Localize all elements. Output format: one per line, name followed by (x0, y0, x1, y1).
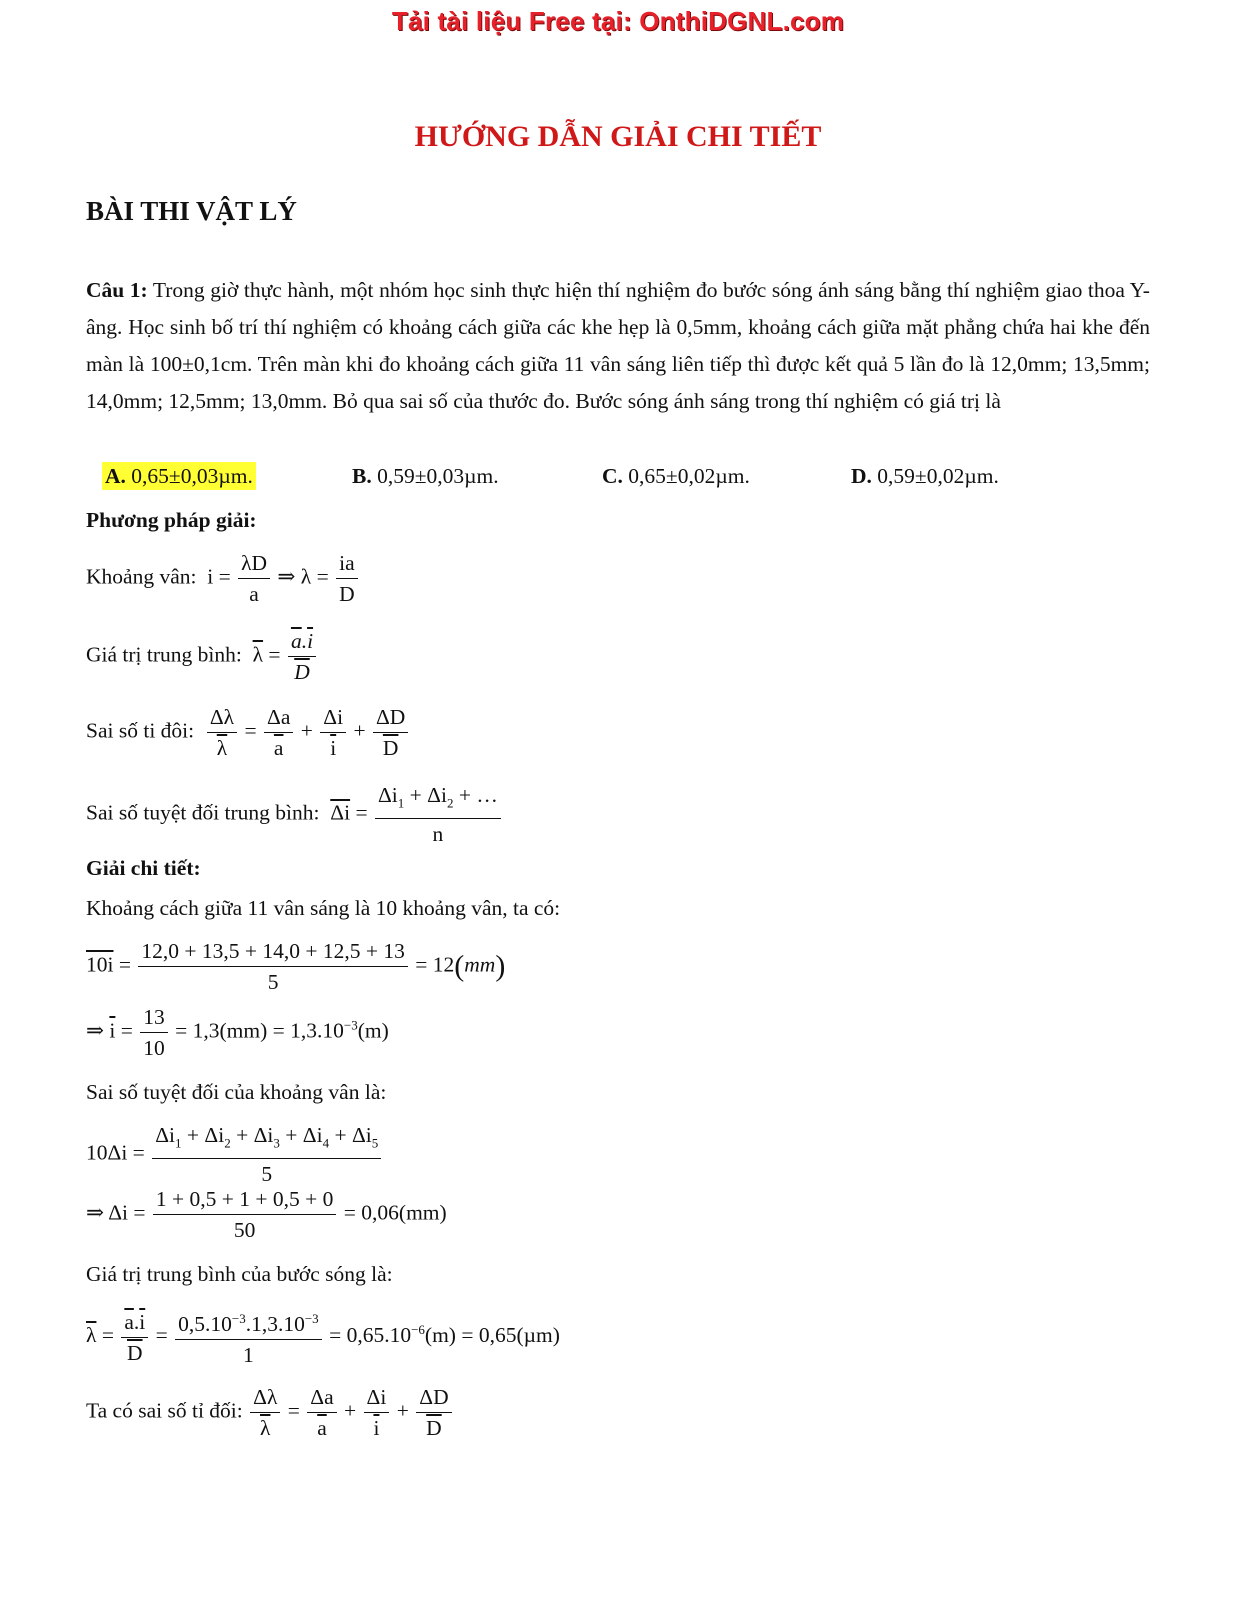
method-heading: Phương pháp giải: (86, 508, 257, 532)
math-fraction: $\frac{\overline{a}.\overline{i}}{D}$ (288, 626, 316, 687)
option-d-value: 0,59±0,02µm. (877, 464, 999, 488)
solution-line-4: Ta có sai số tỉ đối: $\frac{\Delta\lambda}{\lambda}$ = $\frac{\Delta a}{a}$ + $\frac{\Delta i}{i}$ + $\frac{\Delta D}{D}$ (86, 1382, 454, 1443)
question-label: Câu 1: (86, 278, 148, 302)
option-d-key: D. (851, 464, 872, 488)
page-title: HƯỚNG DẪN GIẢI CHI TIẾT (414, 120, 822, 153)
math-fraction: $\frac{\Delta\lambda}{\lambda}$ (207, 702, 237, 763)
math-fraction: $\frac{\Delta D}{D}$ (373, 702, 408, 763)
option-a-highlight (102, 462, 256, 490)
option-b (352, 464, 499, 489)
subject-heading: BÀI THI VẬT LÝ (86, 196, 297, 226)
option-c-key: C. (602, 464, 623, 488)
question-text: Trong giờ thực hành, một nhóm học sinh thực hiện thí nghiệm đo bước sóng ánh sáng bằng thí nghiệm giao thoa Y-âng. Học sinh bố trí thí nghiệm có khoảng cách giữa các khe hẹp là 0,5mm, khoảng cách giữa mặt phẳng chứa hai khe đến màn là 100±0,1cm. Trên màn khi đo khoảng cách giữa 11 vân sáng liên tiếp thì được kết quả 5 lần đo là 12,0mm; 13,5mm; 14,0mm; 12,5mm; 13,0mm. Bỏ qua sai số của thước đo. Bước sóng ánh sáng trong thí nghiệm có giá trị là (86, 278, 1150, 413)
math-fraction: $\frac{\lambda D}{a}$ (238, 548, 270, 609)
math-fraction: $\frac{\Delta i}{i}$ (320, 702, 346, 763)
formula-i-mean: ⇒ $\overline{i}$ = $\frac{13}{10}$ = $1,3(mm) = 1,3.10^{-3}(m)$ (86, 1002, 389, 1063)
option-a-value: 0,65±0,03µm. (131, 464, 253, 488)
formula-mean-absolute-error: Sai số tuyệt đối trung bình: $\overline{\Delta i}$ = $\frac{\Delta i_1 + \Delta i_2 + \dots}{n}$ (86, 780, 503, 849)
formula-10i: 10i = $\frac{12,0 + 13,5 + 14,0 + 12,5 + 13}{5}$ = 12(mm) (86, 936, 505, 997)
option-b-key: B. (352, 464, 372, 488)
math-fraction: $\frac{\Delta i_1 + \Delta i_2 + \Delta i_3 + \Delta i_4 + \Delta i_5}{5}$ (152, 1120, 381, 1189)
option-c (602, 464, 750, 489)
solution-heading: Giải chi tiết: (86, 856, 201, 880)
option-d (851, 464, 999, 489)
option-a-key: A. (105, 464, 126, 488)
math-fraction: $\frac{\Delta D}{D}$ (416, 1382, 451, 1443)
source-banner[interactable]: Tải tài liệu Free tại: OnthiDGNL.com (391, 6, 845, 36)
option-c-value: 0,65±0,02µm. (628, 464, 750, 488)
math-fraction: $\frac{12,0 + 13,5 + 14,0 + 12,5 + 13}{5}$ (138, 936, 408, 997)
option-a (102, 464, 256, 489)
math-fraction: $\frac{\overline{a}.\overline{i}}{D}$ (121, 1307, 148, 1368)
formula-lambda-mean: $\overline{\lambda}$ = $\frac{\overline{a}.\overline{i}}{D}$ = $\frac{0,5.10^{-3}.1,3.10^{-3}}{1}$ = $0,65.10^{-6}(m) = 0,65(\mu m)$ (86, 1304, 560, 1370)
math-fraction: $\frac{1 + 0,5 + 1 + 0,5 + 0}{50}$ (153, 1184, 337, 1245)
solution-line-1: Khoảng cách giữa 11 vân sáng là 10 khoảng vân, ta có: (86, 896, 561, 920)
method-line-2-label: Giá trị trung bình: (86, 642, 242, 667)
formula-fringe-spacing: Khoảng vân: i = $\frac{\lambda D}{a}$ ⇒ λ = $\frac{ia}{D}$ (86, 548, 360, 609)
math-fraction: $\frac{\Delta a}{a}$ (307, 1382, 336, 1443)
formula-delta-i: ⇒ Δi = $\frac{1 + 0,5 + 1 + 0,5 + 0}{50}$ = 0,06(mm) (86, 1184, 447, 1245)
option-b-value: 0,59±0,03µm. (377, 464, 499, 488)
math-fraction: $\frac{\Delta i_1 + \Delta i_2 + \dots}{n}$ (375, 780, 501, 849)
method-line-1-label: Khoảng vân: (86, 564, 197, 589)
math-fraction: $\frac{\Delta a}{a}$ (264, 702, 293, 763)
formula-relative-error: Sai số ti đôi: $\frac{\Delta\lambda}{\lambda}$ = $\frac{\Delta a}{a}$ + $\frac{\Delta i}{i}$ + $\frac{\Delta D}{D}$ (86, 702, 410, 763)
question-1 (86, 272, 1150, 420)
math-fraction: $\frac{ia}{D}$ (336, 548, 358, 609)
math-fraction: $\frac{0,5.10^{-3}.1,3.10^{-3}}{1}$ (175, 1304, 322, 1370)
solution-line-2: Sai số tuyệt đối của khoảng vân là: (86, 1080, 387, 1104)
solution-line-3: Giá trị trung bình của bước sóng là: (86, 1262, 393, 1286)
math-fraction: $\frac{13}{10}$ (140, 1002, 168, 1063)
math-fraction: $\frac{\Delta\lambda}{\lambda}$ (250, 1382, 280, 1443)
method-line-3-label: Sai số ti đôi: (86, 718, 195, 743)
solution-line-4-label: Ta có sai số tỉ đối: (86, 1398, 243, 1423)
math-fraction: $\frac{\Delta i}{i}$ (364, 1382, 390, 1443)
formula-mean-value: Giá trị trung bình: $\overline{\lambda}$ = $\frac{\overline{a}.\overline{i}}{D}$ (86, 626, 318, 687)
method-line-4-label: Sai số tuyệt đối trung bình: (86, 800, 320, 825)
formula-10-delta-i: 10Δi = $\frac{\Delta i_1 + \Delta i_2 + \Delta i_3 + \Delta i_4 + \Delta i_5}{5}$ (86, 1120, 383, 1189)
